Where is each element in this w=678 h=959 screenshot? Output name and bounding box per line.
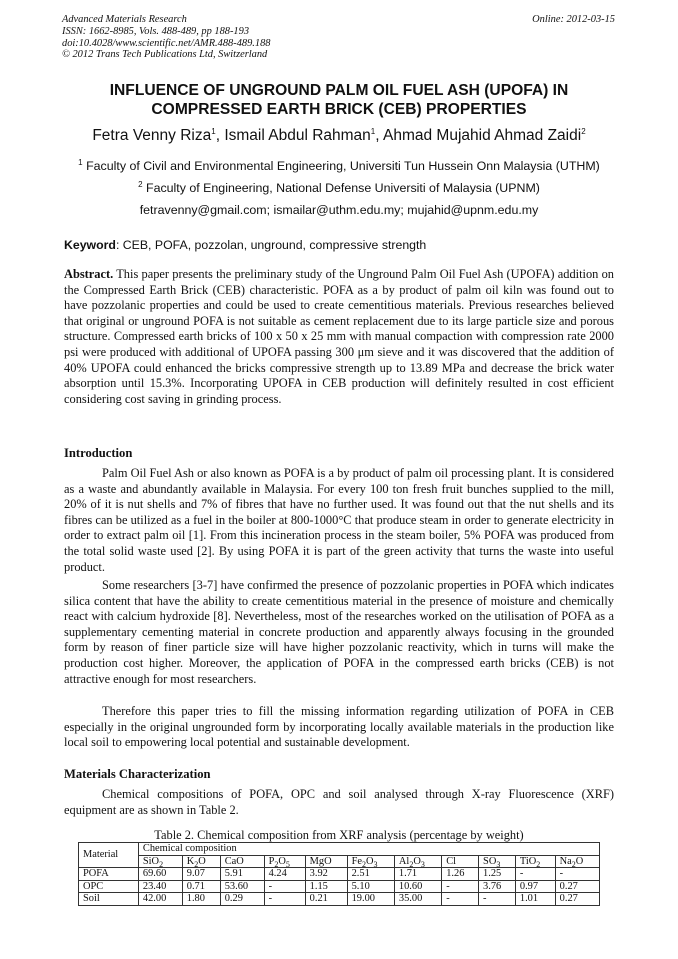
intro-paragraph-1: Palm Oil Fuel Ash or also known as POFA is a by product of palm oil processing plant. It is considered as a waste and abundantly available in Malaysia. For every 100 ton fresh fruit bunches supplied to the mill, 20% of it is nut shells and 7% of fibres that have no further used. It was found out that the nut shells and its fibres can be utilized as a fuel in the boiler at 800-1000°C that produce steam in order to generate electricity in order to extract palm oil [1]. From this incineration process in the steam boiler, 5% POFA was produced from the total solid waste used [2]. By using POFA it is part of the green activity that turns the waste into useful product. <box>64 466 614 574</box>
column-header: Cl <box>442 855 479 868</box>
value-cell: 0.97 <box>515 880 555 893</box>
value-cell: 1.15 <box>305 880 347 893</box>
material-cell: POFA <box>79 868 139 881</box>
value-cell: 1.26 <box>442 868 479 881</box>
table-row <box>79 868 600 881</box>
value-cell: 69.60 <box>138 868 182 881</box>
value-cell: 9.07 <box>182 868 220 881</box>
value-cell: 0.21 <box>305 893 347 906</box>
author-2: Ismail Abdul Rahman <box>224 127 371 144</box>
affiliation-1-text: Faculty of Civil and Environmental Engineering, Universiti Tun Hussein Onn Malaysia (UTHM) <box>86 159 600 173</box>
abstract-text: This paper presents the preliminary study of the Unground Palm Oil Fuel Ash (UPOFA) addition on the Compressed Earth Brick (CEB) characteristic. POFA as a by product of palm oil kiln was found out to have pozzolanic properties and could be used to create cementitious materials. Previous researches believed that original or unground POFA is not suitable as cement replacement due to its large particle size and porous structure. Compressed earth bricks of 100 x 50 x 25 mm with manual compaction with compression rate 2000 psi were produced with additional of UPOFA passing 300 μm sieve and it was discovered that the addition of 40% UPOFA could enhanced the bricks compressive strength up to 13.89 MPa and decrease the brick water absorption until 15.3%. Incorporating UPOFA in CEB production will definitely resulted in cost efficient considering cost saving in grinding process. <box>64 267 614 406</box>
value-cell: - <box>264 880 305 893</box>
table-body <box>79 868 600 906</box>
composition-header: Chemical composition <box>138 843 599 856</box>
xrf-table <box>78 842 600 906</box>
value-cell: - <box>515 868 555 881</box>
value-cell: 10.60 <box>394 880 441 893</box>
column-header: $Na_2O$ <box>555 855 599 868</box>
column-header: TiO$_2$ <box>515 855 555 868</box>
paper-title <box>40 81 638 119</box>
doi: doi:10.4028/www.scientific.net/AMR.488-489.188 <box>62 37 271 49</box>
title-line-2: COMPRESSED EARTH BRICK (CEB) PROPERTIES <box>151 101 527 118</box>
value-cell: 23.40 <box>138 880 182 893</box>
author-emails: fetravenny@gmail.com; ismailar@uthm.edu.my; mujahid@upnm.edu.my <box>139 203 539 217</box>
table-caption: Table 2. Chemical composition from XRF analysis (percentage by weight) <box>154 828 524 842</box>
author-1: Fetra Venny Riza <box>92 127 212 144</box>
column-header: $Al_2O_3$ <box>394 855 441 868</box>
column-header: SiO$_2$ <box>138 855 182 868</box>
author-3-affil: 2 <box>581 126 586 136</box>
value-cell: 4.24 <box>264 868 305 881</box>
copyright: © 2012 Trans Tech Publications Ltd, Switzerland <box>62 49 268 61</box>
column-header: $SO_3$ <box>479 855 516 868</box>
value-cell: 0.29 <box>220 893 264 906</box>
value-cell: 3.76 <box>479 880 516 893</box>
title-line-1: INFLUENCE OF UNGROUND PALM OIL FUEL ASH (UPOFA) IN <box>109 82 569 99</box>
author-2-affil: 1 <box>370 126 376 136</box>
material-cell: Soil <box>79 893 139 906</box>
table-row <box>79 880 600 893</box>
value-cell: 3.92 <box>305 868 347 881</box>
affiliation-2-num: 2 <box>138 179 143 189</box>
column-header: MgO <box>305 855 347 868</box>
section-heading-materials: Materials Characterization <box>64 767 211 781</box>
value-cell: - <box>442 893 479 906</box>
intro-paragraph-3: Therefore this paper tries to fill the missing information regarding utilization of POFA in CEB especially in the original ungrounded form by incorporating locally available materials in the production like local soil to empowering local potential and sustainable development. <box>64 704 614 750</box>
keywords-text: : CEB, POFA, pozzolan, unground, compressive strength <box>115 238 427 252</box>
keywords-label: Keyword <box>64 238 116 252</box>
table-row <box>79 893 600 906</box>
abstract-label: Abstract. <box>64 267 114 281</box>
value-cell: - <box>479 893 516 906</box>
page-header <box>62 14 615 61</box>
value-cell: 2.51 <box>347 868 394 881</box>
value-cell: 1.25 <box>479 868 516 881</box>
value-cell: - <box>555 868 599 881</box>
value-cell: 42.00 <box>138 893 182 906</box>
table-column-headers <box>79 855 600 868</box>
author-list: Fetra Venny Riza$^1$, Ismail Abdul Rahman$^1$, Ahmad Mujahid Ahmad Zaidi$^2$ <box>92 126 586 144</box>
affiliation-2 <box>0 181 678 195</box>
material-cell: OPC <box>79 880 139 893</box>
value-cell: 1.80 <box>182 893 220 906</box>
intro-paragraph-2: Some researchers [3-7] have confirmed the presence of pozzolanic properties in POFA which indicates silica content that have the ability to create cementitious material in the presence of moisture and chemically react with calcium hydroxide [8]. Nevertheless, most of the researches worked on the utilisation of POFA as a supplementary cementing material in concrete production and apparently always focusing in the grounded form by reason of finer particle size will have higher pozzolanic reactivity, which in turns will make the production cost higher. Moreover, the application of POFA in the compressed earth bricks (CEB) is not attractive enough for most researchers. <box>64 578 614 686</box>
issn: ISSN: 1662-8985, Vols. 488-489, pp 188-193 <box>62 25 250 37</box>
value-cell: 0.27 <box>555 893 599 906</box>
keywords <box>64 238 426 252</box>
column-header: $K_2O$ <box>182 855 220 868</box>
section-heading-introduction: Introduction <box>64 446 133 460</box>
value-cell: 19.00 <box>347 893 394 906</box>
materials-paragraph: Chemical compositions of POFA, OPC and soil analysed through X-ray Fluorescence (XRF) equipment are as shown in Table 2. <box>64 787 614 817</box>
abstract <box>64 267 614 407</box>
value-cell: 5.10 <box>347 880 394 893</box>
affiliation-1 <box>0 159 678 173</box>
value-cell: 35.00 <box>394 893 441 906</box>
column-header: $P_2O_5$ <box>264 855 305 868</box>
value-cell: 0.27 <box>555 880 599 893</box>
value-cell: 1.01 <box>515 893 555 906</box>
value-cell: 1.71 <box>394 868 441 881</box>
journal-name: Advanced Materials Research <box>62 14 187 25</box>
affiliation-1-num: 1 <box>78 157 83 167</box>
online-date: Online: 2012-03-15 <box>532 14 615 25</box>
value-cell: 53.60 <box>220 880 264 893</box>
author-1-affil: 1 <box>211 126 216 136</box>
column-header: $Fe_2O_3$ <box>347 855 394 868</box>
affiliation-2-text: Faculty of Engineering, National Defense Universiti of Malaysia (UPNM) <box>146 181 540 195</box>
table-header-row <box>79 843 600 856</box>
column-header: CaO <box>220 855 264 868</box>
author-3: Ahmad Mujahid Ahmad Zaidi <box>383 127 582 144</box>
value-cell: 0.71 <box>182 880 220 893</box>
value-cell: - <box>264 893 305 906</box>
value-cell: - <box>442 880 479 893</box>
value-cell: 5.91 <box>220 868 264 881</box>
material-header: Material <box>79 843 139 868</box>
